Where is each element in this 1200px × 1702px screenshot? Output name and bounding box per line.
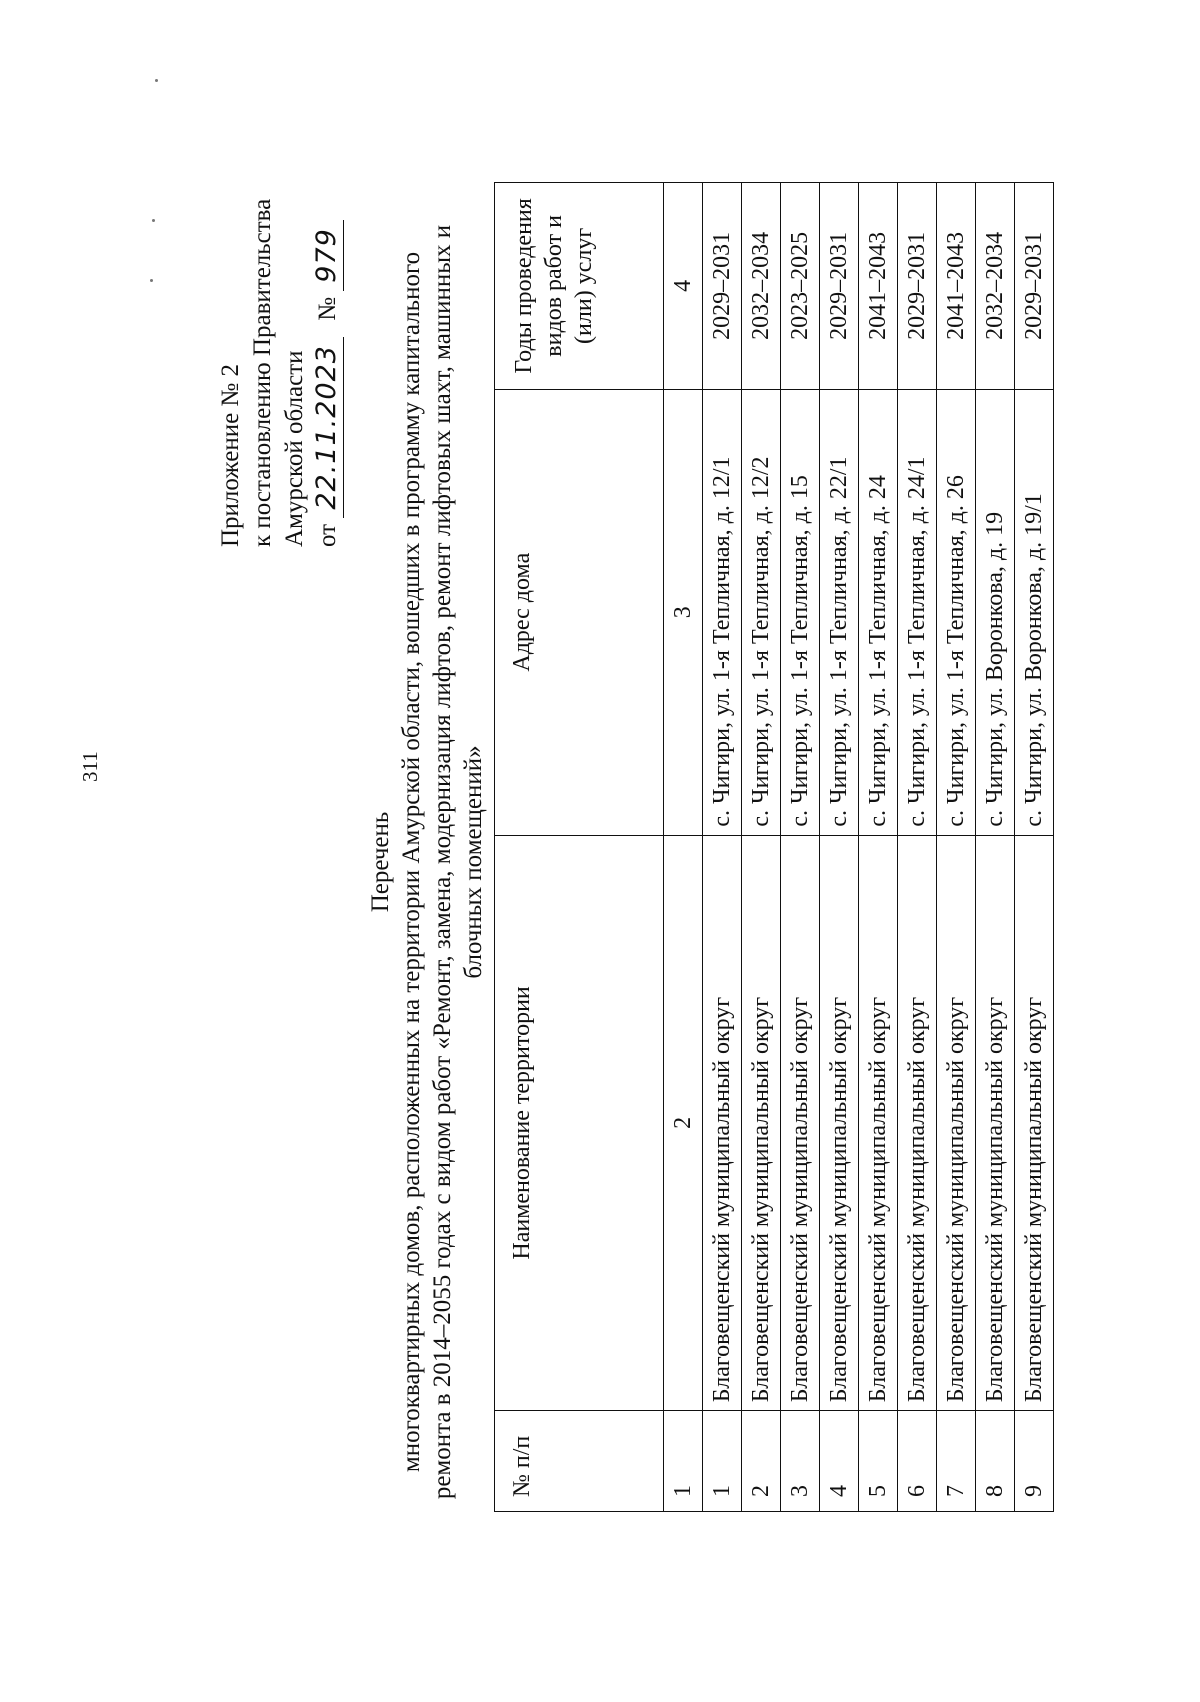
title-line-1: Перечень <box>367 811 394 913</box>
row-address: с. Чигири, ул. 1-я Тепличная, д. 24 <box>859 389 898 835</box>
title-line-2: многоквартирных домов, расположенных на территории Амурской области, вошедших в программу капитального <box>398 251 425 1473</box>
column-number: 2 <box>664 835 703 1411</box>
row-number: 7 <box>937 1411 976 1512</box>
table-row <box>937 183 976 1512</box>
handwritten-number: 979 <box>311 220 344 291</box>
table-row <box>898 183 937 1512</box>
row-territory: Благовещенский муниципальный округ <box>859 835 898 1411</box>
row-years: 2032–2034 <box>976 183 1015 390</box>
table-row <box>859 183 898 1512</box>
houses-table <box>494 182 1054 1512</box>
appendix-block <box>215 199 344 547</box>
scan-speck <box>152 219 155 222</box>
row-years: 2032–2034 <box>742 183 781 390</box>
row-territory: Благовещенский муниципальный округ <box>898 835 937 1411</box>
row-number: 6 <box>898 1411 937 1512</box>
scan-speck <box>150 279 153 282</box>
header-address: Адрес дома <box>495 389 664 835</box>
page-number: 311 <box>78 751 102 782</box>
number-label: № <box>314 296 341 321</box>
header-years: Годы проведения видов работ и (или) услуг <box>495 183 664 390</box>
scan-speck <box>155 79 158 82</box>
title-line-4: блочных помещений» <box>460 745 487 979</box>
row-territory: Благовещенский муниципальный округ <box>937 835 976 1411</box>
row-years: 2029–2031 <box>703 183 742 390</box>
row-number: 1 <box>703 1411 742 1512</box>
row-territory: Благовещенский муниципальный округ <box>703 835 742 1411</box>
document-title <box>365 62 489 1662</box>
row-territory: Благовещенский муниципальный округ <box>820 835 859 1411</box>
column-number: 4 <box>664 183 703 390</box>
header-territory: Наименование территории <box>495 835 664 1411</box>
row-address: с. Чигири, ул. 1-я Тепличная, д. 12/1 <box>703 389 742 835</box>
table-header-row <box>495 183 664 1512</box>
row-address: с. Чигири, ул. 1-я Тепличная, д. 12/2 <box>742 389 781 835</box>
appendix-date-line <box>311 199 344 547</box>
appendix-line-2: к постановлению Правительства <box>249 198 276 547</box>
table-row <box>742 183 781 1512</box>
row-number: 2 <box>742 1411 781 1512</box>
row-address: с. Чигири, ул. 1-я Тепличная, д. 22/1 <box>820 389 859 835</box>
row-number: 3 <box>781 1411 820 1512</box>
header-number: № п/п <box>495 1411 664 1512</box>
row-territory: Благовещенский муниципальный округ <box>1015 835 1054 1411</box>
row-address: с. Чигири, ул. Воронкова, д. 19/1 <box>1015 389 1054 835</box>
row-years: 2029–2031 <box>820 183 859 390</box>
appendix-line-3: Амурской области <box>281 350 308 547</box>
row-territory: Благовещенский муниципальный округ <box>976 835 1015 1411</box>
column-number-row <box>664 183 703 1512</box>
column-number: 1 <box>664 1411 703 1512</box>
row-years: 2029–2031 <box>898 183 937 390</box>
row-territory: Благовещенский муниципальный округ <box>781 835 820 1411</box>
table-row <box>1015 183 1054 1512</box>
rotated-sheet <box>40 62 1160 1662</box>
row-address: с. Чигири, ул. 1-я Тепличная, д. 24/1 <box>898 389 937 835</box>
from-label: от <box>314 523 341 547</box>
appendix-line-1: Приложение № 2 <box>217 363 244 547</box>
row-territory: Благовещенский муниципальный округ <box>742 835 781 1411</box>
table-row <box>703 183 742 1512</box>
table-row <box>781 183 820 1512</box>
row-address: с. Чигири, ул. 1-я Тепличная, д. 26 <box>937 389 976 835</box>
handwritten-date: 22.11.2023 <box>311 337 344 518</box>
row-number: 4 <box>820 1411 859 1512</box>
row-address: с. Чигири, ул. Воронкова, д. 19 <box>976 389 1015 835</box>
row-years: 2041–2043 <box>859 183 898 390</box>
row-years: 2029–2031 <box>1015 183 1054 390</box>
row-years: 2023–2025 <box>781 183 820 390</box>
table-row <box>820 183 859 1512</box>
row-number: 8 <box>976 1411 1015 1512</box>
title-line-3: ремонта в 2014–2055 годах с видом работ «Ремонт, замена, модернизация лифтов, ремонт лифтовых шахт, машинных и <box>429 224 456 1500</box>
row-number: 9 <box>1015 1411 1054 1512</box>
row-number: 5 <box>859 1411 898 1512</box>
table-row <box>976 183 1015 1512</box>
row-years: 2041–2043 <box>937 183 976 390</box>
column-number: 3 <box>664 389 703 835</box>
row-address: с. Чигири, ул. 1-я Тепличная, д. 15 <box>781 389 820 835</box>
